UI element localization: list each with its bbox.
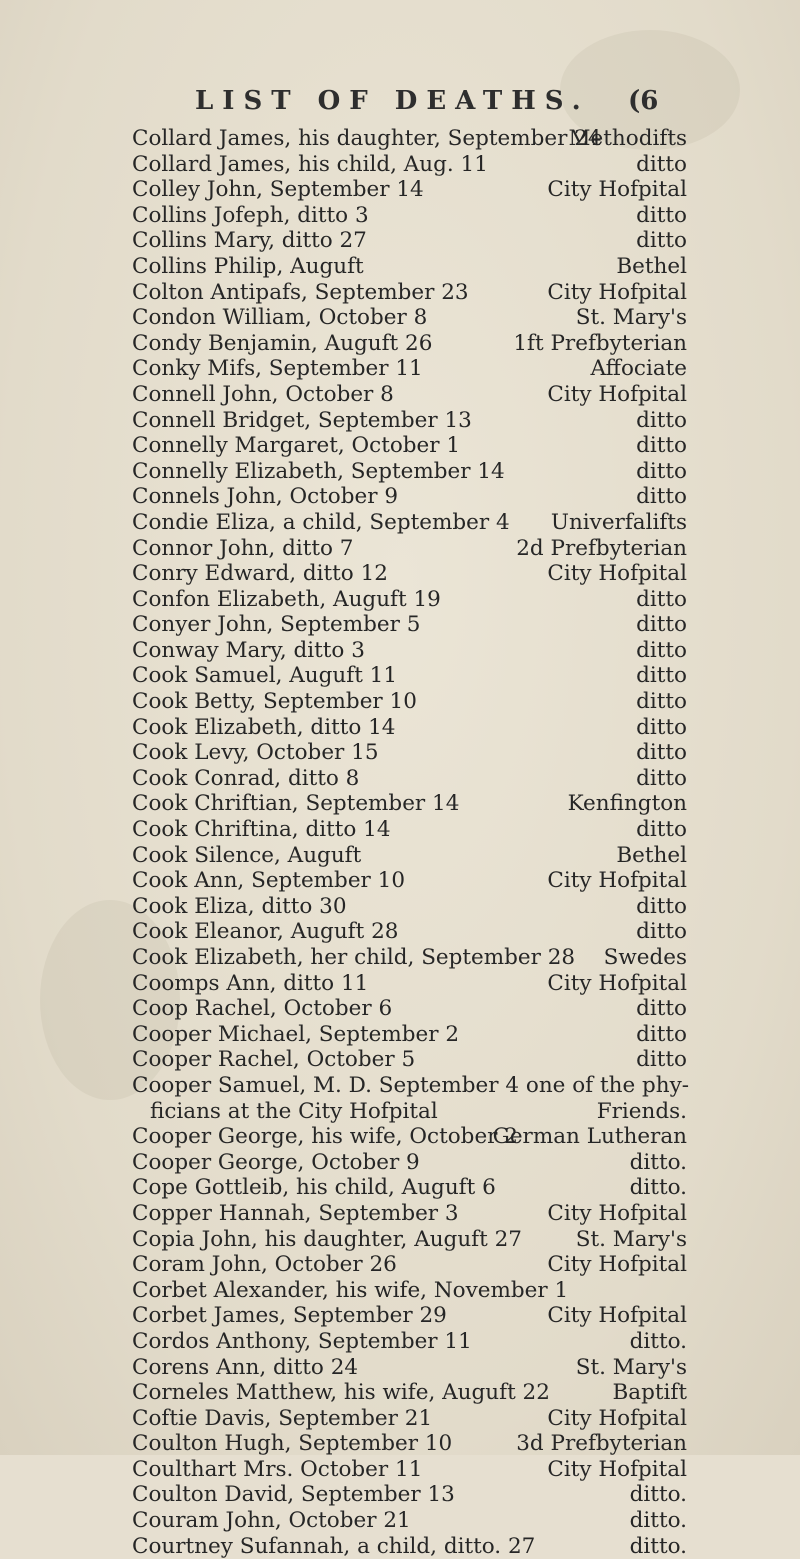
entry-place: 3d Prefbyterian <box>516 1431 687 1457</box>
entry-place: St. Mary's <box>575 305 687 331</box>
entry-name: Cook Elizabeth, her child, September 28 <box>132 945 576 970</box>
entry-name: Copia John, his daughter, Auguft 27 <box>132 1226 522 1252</box>
entry-name: Collard James, his daughter, September 24 <box>132 126 602 151</box>
list-item <box>0 510 800 536</box>
list-item <box>0 561 800 587</box>
entry-place: City Hofpital <box>547 1456 687 1482</box>
entry-name: Corneles Matthew, his wife, Auguft 22 <box>132 1380 550 1406</box>
entry-name: Cope Gottleib, his child, Auguft 6 <box>132 1175 496 1201</box>
entry-place: Bethel <box>616 253 687 279</box>
list-item <box>0 126 800 152</box>
list-item <box>0 663 800 689</box>
list-item <box>0 433 800 459</box>
entry-place: City Hofpital <box>547 177 687 203</box>
entry-name: Corbet James, September 29 <box>132 1303 447 1329</box>
entry-name: Confon Elizabeth, Auguft 19 <box>132 586 441 612</box>
entry-place: City Hofpital <box>547 868 687 894</box>
list-item <box>0 971 800 997</box>
entry-name: Condy Benjamin, Auguft 26 <box>132 330 433 356</box>
list-item <box>0 612 800 638</box>
entry-name: Conyer John, September 5 <box>132 612 421 638</box>
entry-name: Connelly Margaret, October 1 <box>132 433 461 459</box>
list-item <box>0 766 800 792</box>
entry-place: City Hofpital <box>547 1200 687 1226</box>
list-item <box>0 254 800 280</box>
entry-place: City Hofpital <box>547 970 687 996</box>
list-item <box>0 305 800 331</box>
list-item <box>0 1355 800 1381</box>
entry-place: Friends. <box>596 1098 687 1124</box>
entry-name: Cook Eleanor, Auguft 28 <box>132 919 399 945</box>
list-item <box>0 740 800 766</box>
entry-place: ditto. <box>629 1508 687 1534</box>
entry-place: 1ft Prefbyterian <box>513 330 687 356</box>
entry-name: Courtney Sufannah, a child, ditto. 27 <box>132 1533 536 1559</box>
list-item <box>0 152 800 178</box>
entry-name: Cooper Rachel, October 5 <box>132 1047 416 1073</box>
list-item <box>0 1124 800 1150</box>
list-item <box>0 791 800 817</box>
entry-place: ditto <box>636 1021 687 1047</box>
entry-name: Cook Chriftina, ditto 14 <box>132 817 391 843</box>
entry-name: Coulthart Mrs. October 11 <box>132 1456 423 1482</box>
entry-place: ditto <box>636 893 687 919</box>
entry-name: Coram John, October 26 <box>132 1252 397 1278</box>
entry-name: Cooper Michael, September 2 <box>132 1021 460 1047</box>
entry-place: Methodifts <box>568 126 687 151</box>
entry-place: Swedes <box>603 945 687 970</box>
list-item <box>0 228 800 254</box>
entry-place: ditto <box>636 484 687 510</box>
entry-place: ditto <box>636 740 687 766</box>
entry-name: Coulton David, September 13 <box>132 1482 455 1508</box>
list-item <box>0 945 800 971</box>
list-item <box>0 894 800 920</box>
page-number: (6 <box>628 86 659 116</box>
list-item <box>0 1099 800 1125</box>
list-item <box>0 1431 800 1457</box>
entry-place: ditto <box>636 612 687 638</box>
entry-name: Collins Philip, Auguft <box>132 253 364 279</box>
entry-name: Connell Bridget, September 13 <box>132 407 472 433</box>
entry-name: Corbet Alexander, his wife, November 1 <box>132 1277 569 1303</box>
list-item <box>0 1482 800 1508</box>
entry-name: Coftie Davis, September 21 <box>132 1405 433 1431</box>
entry-place: ditto. <box>629 1533 687 1559</box>
entry-name: Condon William, October 8 <box>132 305 428 331</box>
entry-place: ditto <box>636 202 687 228</box>
entry-place: Univerfalifts <box>550 509 687 535</box>
entry-place: ditto <box>636 996 687 1022</box>
list-item <box>0 919 800 945</box>
list-item <box>0 715 800 741</box>
entry-name: Cook Ann, September 10 <box>132 868 406 894</box>
entry-place: St. Mary's <box>575 1226 687 1252</box>
list-item <box>0 356 800 382</box>
entry-name: Coulton Hugh, September 10 <box>132 1431 453 1457</box>
list-item <box>0 280 800 306</box>
entry-place: ditto <box>636 458 687 484</box>
entry-place: ditto <box>636 817 687 843</box>
list-item <box>0 817 800 843</box>
list-item <box>0 382 800 408</box>
entry-place: ditto <box>636 407 687 433</box>
list-item <box>0 1073 800 1099</box>
list-item <box>0 331 800 357</box>
list-item <box>0 536 800 562</box>
entry-name: Connor John, ditto 7 <box>132 535 354 561</box>
entry-name: Colley John, September 14 <box>132 177 424 203</box>
list-item <box>0 1278 800 1304</box>
entry-name: Connels John, October 9 <box>132 484 399 510</box>
entry-name: Cook Eliza, ditto 30 <box>132 893 347 919</box>
entry-name: Connelly Elizabeth, September 14 <box>132 458 505 484</box>
list-item <box>0 177 800 203</box>
entry-place: 2d Prefbyterian <box>516 535 687 561</box>
entry-place: German Lutheran <box>492 1124 687 1150</box>
entry-name: Coop Rachel, October 6 <box>132 996 393 1022</box>
entry-name: Cook Levy, October 15 <box>132 740 379 766</box>
entry-place: ditto <box>636 1047 687 1073</box>
entry-place: City Hofpital <box>547 1303 687 1329</box>
list-item <box>0 1329 800 1355</box>
list-item <box>0 689 800 715</box>
entry-place: City Hofpital <box>547 1405 687 1431</box>
list-item <box>0 996 800 1022</box>
entry-place: ditto <box>636 151 687 177</box>
entry-name: Collard James, his child, Aug. 11 <box>132 151 488 177</box>
entry-name: Cook Samuel, Auguft 11 <box>132 663 398 689</box>
list-item <box>0 1252 800 1278</box>
entry-place: ditto <box>636 765 687 791</box>
entry-place: Baptift <box>612 1380 687 1406</box>
list-item <box>0 1380 800 1406</box>
entry-name: Conway Mary, ditto 3 <box>132 637 365 663</box>
list-item <box>0 1406 800 1432</box>
entry-place: ditto. <box>629 1175 687 1201</box>
entry-place: ditto <box>636 919 687 945</box>
entry-place: ditto <box>636 714 687 740</box>
list-item <box>0 408 800 434</box>
entry-name: Collins Jofeph, ditto 3 <box>132 202 369 228</box>
entry-place: City Hofpital <box>547 279 687 305</box>
page-header <box>0 86 800 126</box>
entry-place: City Hofpital <box>547 561 687 587</box>
list-item <box>0 459 800 485</box>
list-item <box>0 1201 800 1227</box>
entry-name: Cook Conrad, ditto 8 <box>132 765 360 791</box>
entry-place: ditto. <box>629 1482 687 1508</box>
entry-name: Conky Mifs, September 11 <box>132 356 423 382</box>
list-item <box>0 1508 800 1534</box>
entry-place: City Hofpital <box>547 1252 687 1278</box>
list-item <box>0 587 800 613</box>
entry-place: ditto <box>636 228 687 254</box>
entry-name: Corens Ann, ditto 24 <box>132 1354 359 1380</box>
entry-place: ditto <box>636 637 687 663</box>
entry-place: ditto. <box>629 1149 687 1175</box>
entry-name: Cooper George, his wife, October 2 <box>132 1124 518 1150</box>
entry-name: Cook Betty, September 10 <box>132 689 417 715</box>
list-item <box>0 203 800 229</box>
entry-name: Collins Mary, ditto 27 <box>132 228 367 254</box>
entry-name: Connell John, October 8 <box>132 381 394 407</box>
entry-name: Cook Elizabeth, ditto 14 <box>132 714 396 740</box>
list-item <box>0 1534 800 1559</box>
entry-place: Kenfington <box>567 791 687 817</box>
entry-name: Copper Hannah, September 3 <box>132 1200 459 1226</box>
entry-name: Condie Eliza, a child, September 4 <box>132 509 510 535</box>
entry-name: ficians at the City Hofpital <box>150 1098 438 1124</box>
list-item <box>0 1457 800 1483</box>
entry-place: ditto <box>636 689 687 715</box>
list-item <box>0 868 800 894</box>
entry-place: Bethel <box>616 842 687 868</box>
entry-name: Cordos Anthony, September 11 <box>132 1328 472 1354</box>
entry-name: Couram John, October 21 <box>132 1508 411 1534</box>
entry-name: Coomps Ann, ditto 11 <box>132 970 369 996</box>
entry-name: Cooper Samuel, M. D. September 4 one of the phy- <box>132 1072 690 1098</box>
list-item <box>0 638 800 664</box>
list-item <box>0 1303 800 1329</box>
entry-place: Affociate <box>590 356 687 382</box>
list-item <box>0 484 800 510</box>
list-item <box>0 1150 800 1176</box>
entry-name: Colton Antipafs, September 23 <box>132 279 469 305</box>
list-item <box>0 1175 800 1201</box>
entry-place: ditto <box>636 586 687 612</box>
list-item <box>0 1227 800 1253</box>
list-item <box>0 1022 800 1048</box>
entry-place: City Hofpital <box>547 381 687 407</box>
page-title: LIST OF DEATHS. <box>195 86 590 116</box>
entry-name: Conry Edward, ditto 12 <box>132 561 388 587</box>
entry-place: St. Mary's <box>575 1354 687 1380</box>
entry-place: ditto <box>636 433 687 459</box>
list-item <box>0 843 800 869</box>
entry-place: ditto <box>636 663 687 689</box>
entry-place: ditto. <box>629 1328 687 1354</box>
deaths-list <box>0 126 800 1559</box>
entry-name: Cooper George, October 9 <box>132 1149 420 1175</box>
list-item <box>0 1047 800 1073</box>
entry-name: Cook Silence, Auguft <box>132 842 362 868</box>
entry-name: Cook Chriftian, September 14 <box>132 791 460 817</box>
